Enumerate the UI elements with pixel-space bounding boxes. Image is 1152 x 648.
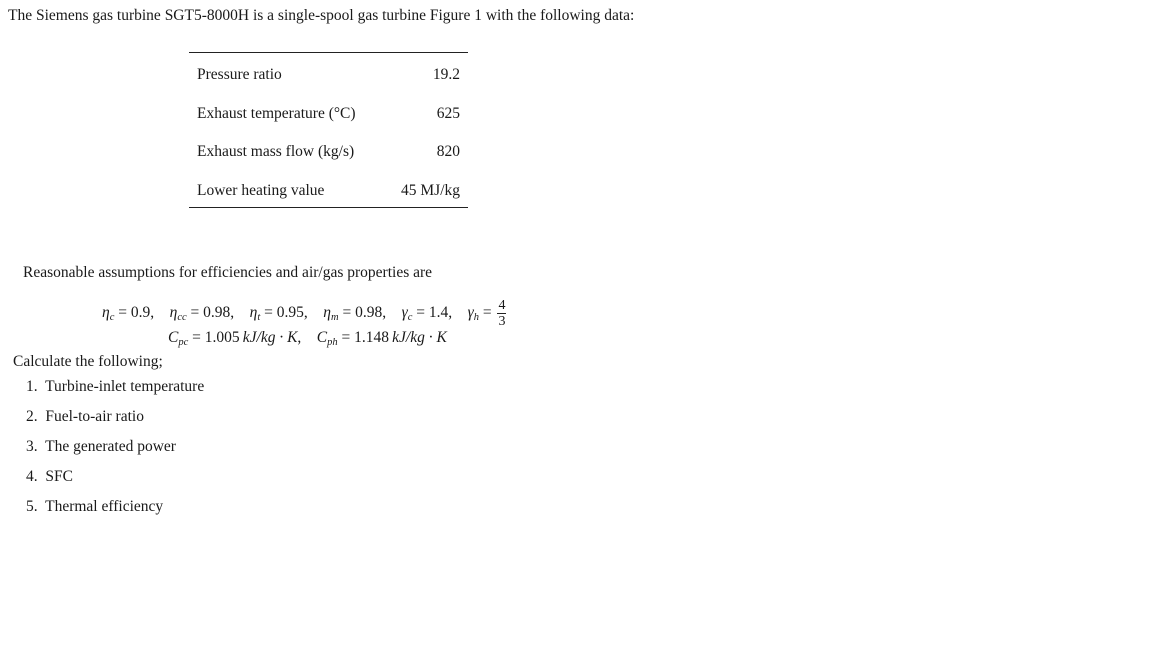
item-number: 4. — [26, 468, 38, 485]
item-text: Thermal efficiency — [45, 498, 164, 515]
list-item — [26, 378, 204, 408]
row-value: 19.2 — [432, 66, 460, 83]
assumptions-intro: Reasonable assumptions for efficiencies and air/gas properties are — [23, 264, 433, 281]
cph-value: 1.148 — [354, 329, 390, 346]
row-value: 820 — [436, 143, 460, 160]
item-text: Fuel-to-air ratio — [45, 408, 144, 425]
eta-t-value: 0.95 — [276, 304, 304, 322]
table-row — [189, 130, 468, 169]
gamma-c-value: 1.4 — [428, 304, 449, 322]
efficiency-equation: $\eta_c = 0.9$, $\eta_{cc} = 0.98$, $\eta_t = 0.95$, $\eta_m = 0.98$, $\gamma_c = 1.4$, $\gamma_h$ = $\frac{4}{3}$ — [102, 298, 506, 329]
cph-units: kJ/kg · K — [392, 329, 447, 346]
table-row — [189, 169, 468, 208]
row-value: 625 — [436, 104, 460, 122]
item-number: 1. — [26, 378, 38, 395]
task-list — [26, 378, 204, 528]
item-text: Turbine-inlet temperature — [45, 378, 205, 395]
intro-paragraph: The Siemens gas turbine SGT5-8000H is a single-spool gas turbine Figure 1 with the following data: — [8, 7, 635, 24]
item-number: 2. — [26, 408, 38, 425]
row-label: Lower heating value — [197, 181, 325, 199]
row-label: Exhaust temperature (°C) — [197, 104, 356, 122]
row-label: Pressure ratio — [197, 66, 282, 83]
cpc-units: kJ/kg · K — [242, 329, 298, 346]
table-row — [189, 92, 468, 131]
calculate-intro: Calculate the following; — [13, 353, 163, 370]
item-text: SFC — [45, 468, 73, 485]
list-item — [26, 468, 204, 498]
list-item — [26, 408, 204, 438]
row-value: 45 MJ/kg — [401, 181, 460, 199]
heat-capacity-equation: $C_{pc} = 1.005$ kJ/kg · K, $C_{ph} = 1.148$ kJ/kg · K — [168, 329, 447, 348]
list-item — [26, 498, 204, 528]
fraction-numerator: 4 — [498, 298, 506, 313]
list-item — [26, 438, 204, 468]
item-text: The generated power — [45, 438, 176, 455]
gamma-h-fraction — [497, 298, 506, 329]
row-label: Exhaust mass flow (kg/s) — [197, 143, 355, 160]
item-number: 3. — [26, 438, 38, 455]
eta-c-value: 0.9 — [130, 304, 151, 322]
item-number: 5. — [26, 498, 38, 515]
fraction-denominator: 3 — [498, 314, 506, 329]
cpc-value: 1.005 — [204, 329, 240, 346]
eta-m-value: 0.98 — [355, 304, 383, 322]
table-row — [189, 53, 468, 92]
data-table — [189, 52, 468, 208]
eta-cc-value: 0.98 — [203, 304, 231, 322]
